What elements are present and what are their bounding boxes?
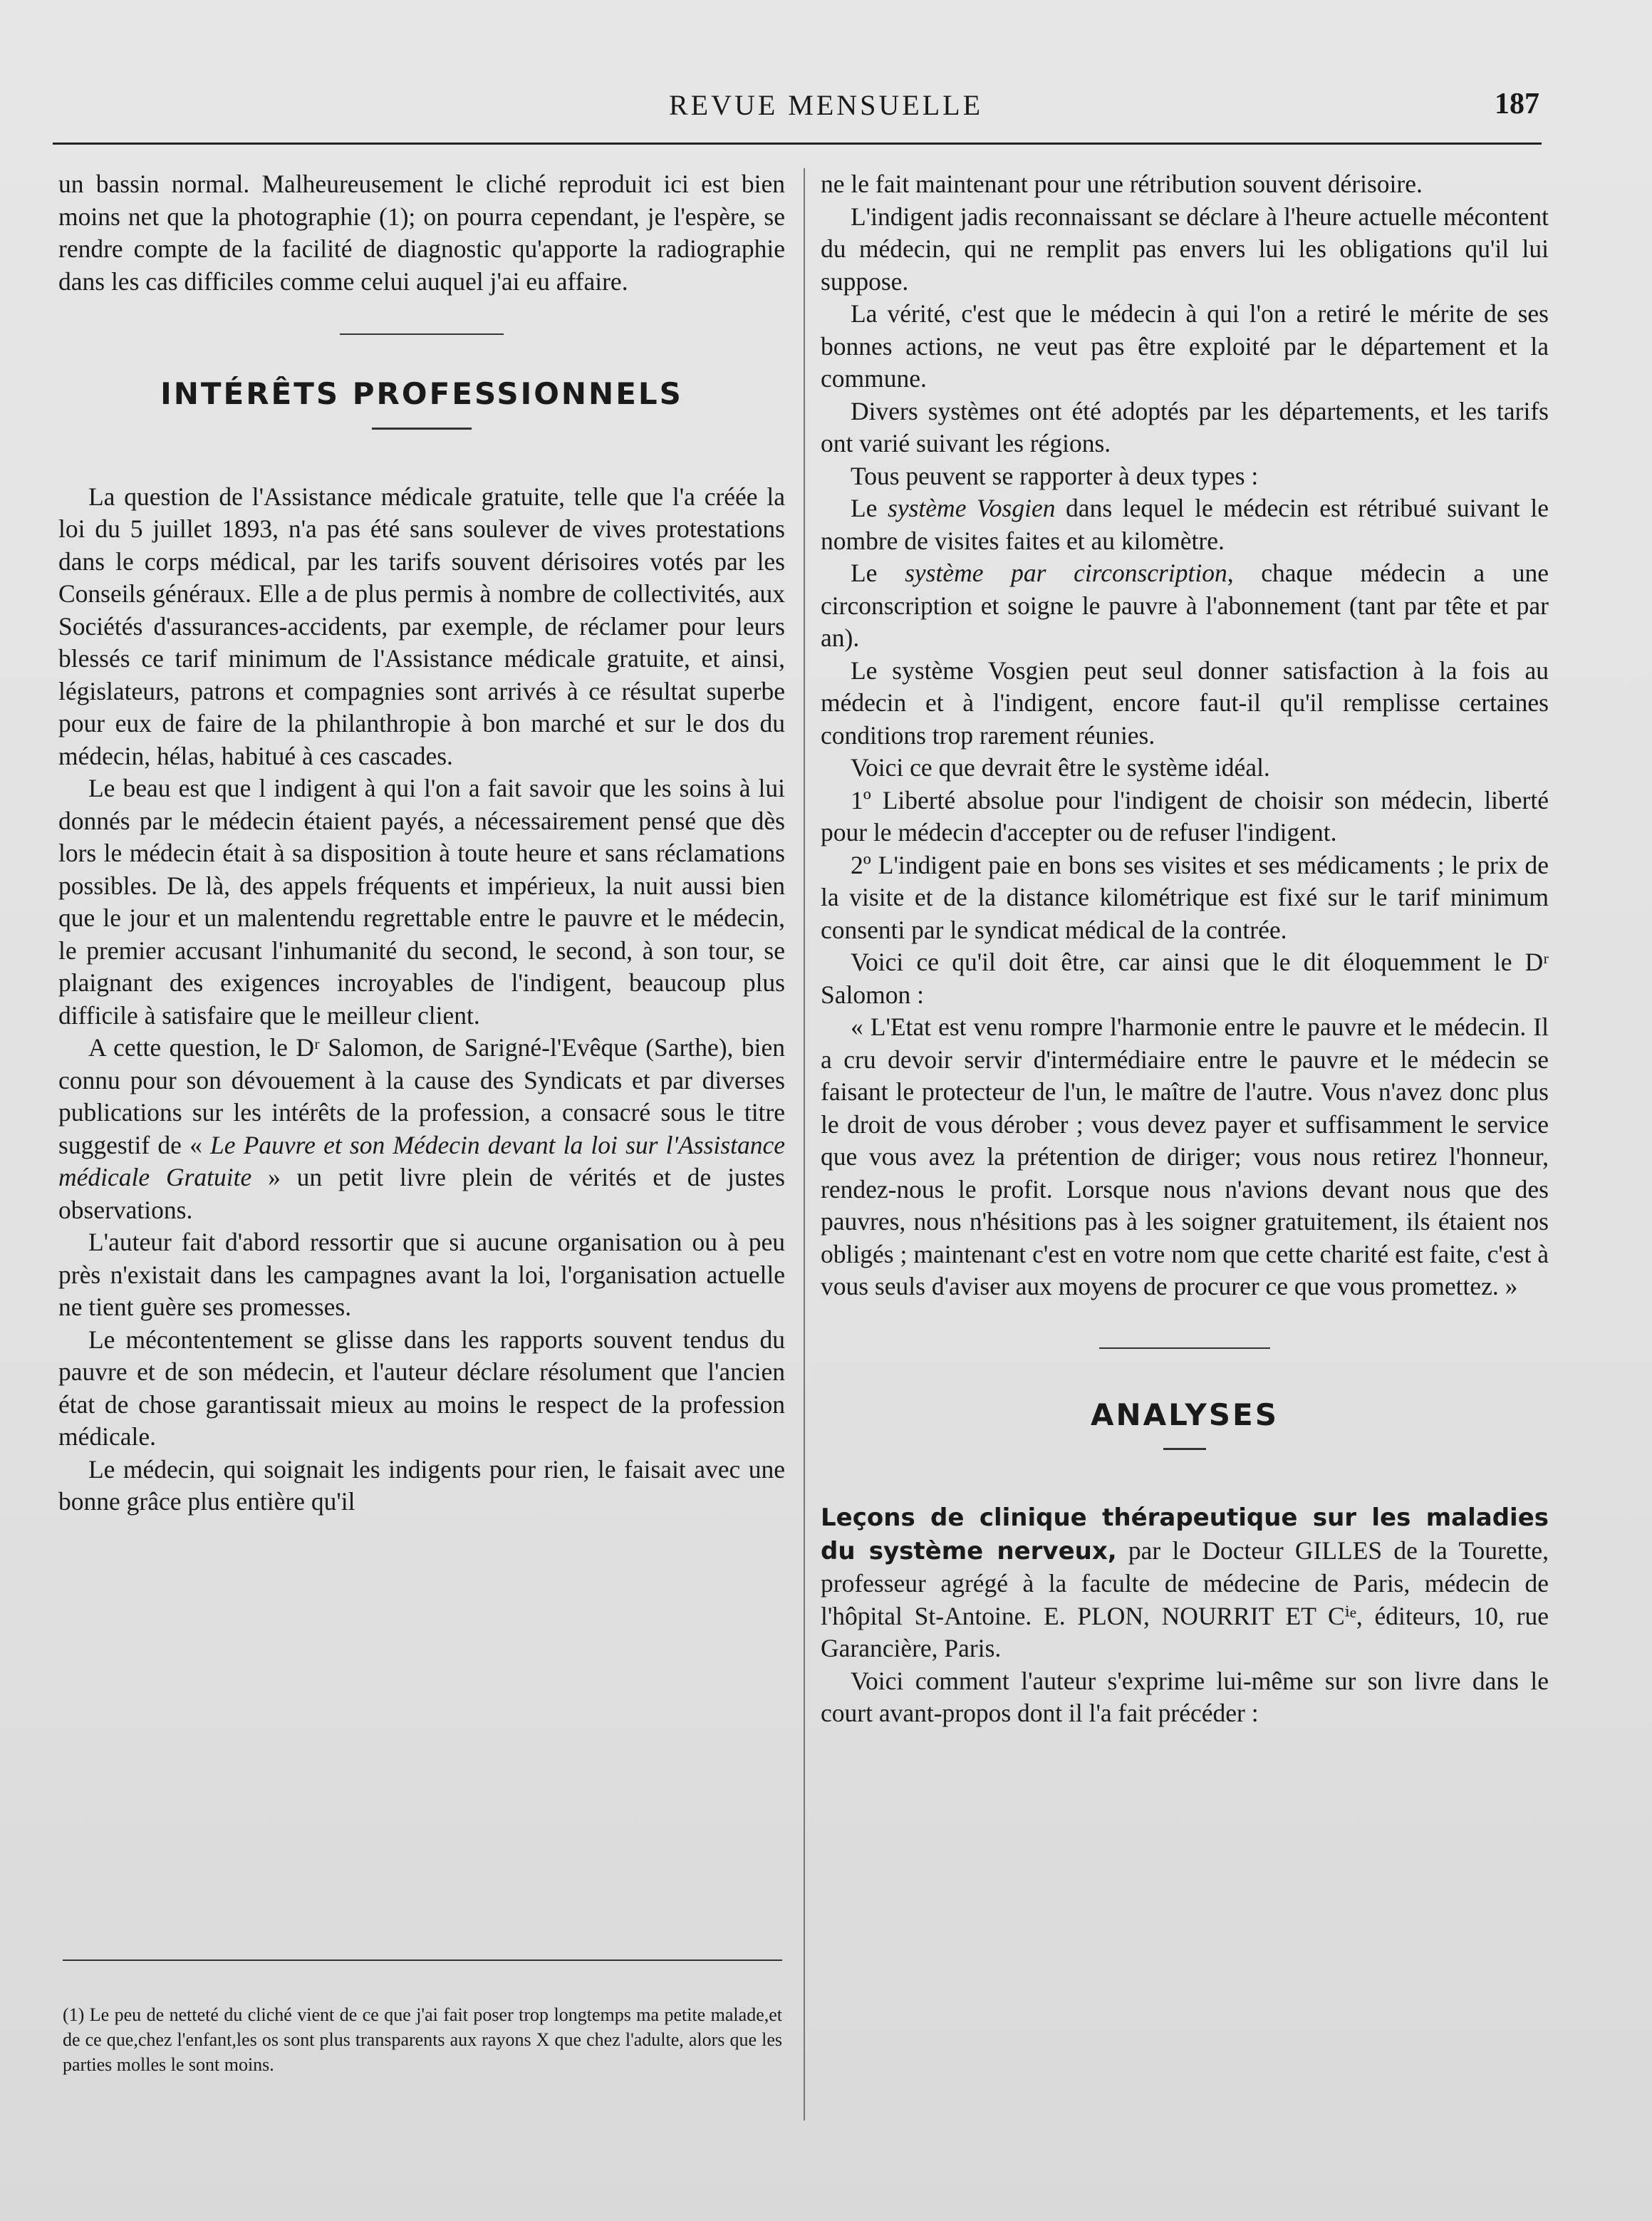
system-name: système par circonscription	[905, 559, 1227, 587]
book-title: Le Pauvre et son Médecin devant la loi sur l'Assistance médicale Gratuite	[58, 1130, 785, 1191]
paragraph: Voici ce que devrait être le système idéal.	[851, 753, 1270, 782]
text-run: A cette question, le Dʳ Salomon, de Sarigné-l'Evêque (Sarthe), bien connu pour son dévouement à la cause des Syndicats et par diverses publications sur les intérêts de la profession, a consacré sous le titre suggestif de «	[58, 1033, 785, 1159]
reference-title: Leçons de clinique thérapeutique sur les maladies du système nerveux,	[821, 1503, 1549, 1565]
paragraph: Tous peuvent se rapporter à deux types :	[851, 461, 1259, 490]
paragraph: La question de l'Assistance médicale gratuite, telle que l'a créée la loi du 5 juillet 1893, n'a pas été sans soulever de vives protestations dans le corps médical, par les tarifs souvent dérisoires votés par les Conseils généraux. Elle a de plus permis à nombre de collectivités, aux Sociétés d'assurances-accidents, par exemple, de réclamer pour leurs blessés ce tarif minimum de l'Assistance médicale gratuite, et ainsi, législateurs, patrons et compagnies sont arrivés à ce résultat superbe pour eux de faire de la philanthropie à bon marché et sur le dos du médecin, hélas, habitué à ces cascades.	[58, 482, 785, 770]
intro-paragraph: un bassin normal. Malheureusement le cliché reproduit ici est bien moins net que la photographie (1); on pourra cependant, je l'espère, se rendre compte de la facilité de diagnostic qu'apporte la radiographie dans les cas difficiles comme celui auquel j'ai eu affaire.	[58, 170, 785, 296]
text-run: » un petit livre plein de vérités et de justes observations.	[58, 1163, 785, 1224]
paragraph	[821, 492, 1549, 557]
text-run: Le	[851, 494, 888, 522]
paragraph: L'auteur fait d'abord ressortir que si aucune organisation ou à peu près n'existait dans les campagnes avant la loi, l'organisation actuelle ne tient guère ses promesses.	[58, 1228, 785, 1321]
paragraph: 2º L'indigent paie en bons ses visites et ses médicaments ; le prix de la visite et de la distance kilométrique est fixé sur le tarif minimum consenti par le syndicat médical de la contrée.	[821, 850, 1549, 944]
bibliographic-reference	[821, 1501, 1549, 1665]
left-column	[58, 168, 785, 1518]
paragraph: Voici comment l'auteur s'exprime lui-même sur son livre dans le court avant-propos dont il l'a fait précéder :	[821, 1666, 1549, 1727]
footnote: (1) Le peu de netteté du cliché vient de ce que j'ai fait poser trop longtemps ma petite malade,et de ce que,chez l'enfant,les os sont plus transparents aux rayons X que chez l'adulte, alors que les parties molles le sont moins.	[63, 2004, 782, 2075]
text-run: dans lequel le médecin est rétribué suivant le nombre de visites faites et au kilomètre.	[821, 494, 1549, 555]
section-separator	[340, 333, 504, 335]
section-heading: ANALYSES	[1091, 1397, 1279, 1432]
text-run: Le	[851, 559, 905, 587]
paragraph: Le beau est que l indigent à qui l'on a fait savoir que les soins à lui donnés par le médecin étaient payés, a nécessairement pensé que dès lors le médecin était à sa disposition à toute heure et sans réclamations possibles. De là, des appels fréquents et impérieux, la nuit aussi bien que le jour et un malentendu regrettable entre le pauvre et le médecin, le premier accusant l'inhumanité du second, le second, à son tour, se plaignant des exigences incroyables de l'indigent, beaucoup plus difficile à satisfaire que le meilleur client.	[58, 774, 785, 1030]
reference-details: par le Docteur GILLES de la Tourette, professeur agrégé à la faculte de médecine de Paris, médecin de l'hôpital St-Antoine. E. PLON, NOURRIT ET Cⁱᵉ, éditeurs, 10, rue Garancière, Paris.	[821, 1536, 1549, 1662]
paragraph: Le système Vosgien peut seul donner satisfaction à la fois au médecin et à l'indigent, encore faut-il qu'il remplisse certaines conditions trop rarement réunies.	[821, 656, 1549, 750]
heading-underline	[372, 428, 472, 430]
continued-paragraph: ne le fait maintenant pour une rétribution souvent dérisoire.	[821, 170, 1423, 198]
section-heading-block	[58, 378, 785, 430]
section-heading-block	[821, 1399, 1549, 1451]
paragraph: Divers systèmes ont été adoptés par les départements, et les tarifs ont varié suivant les régions.	[821, 396, 1549, 457]
text-run: , chaque médecin a une circonscription et soigne le pauvre à l'abonnement (tant par tête et par an).	[821, 559, 1549, 652]
paragraph	[821, 557, 1549, 655]
column-divider	[804, 168, 805, 2121]
paragraph: Le médecin, qui soignait les indigents pour rien, le faisait avec une bonne grâce plus entière qu'il	[58, 1454, 785, 1516]
paragraph: 1º Liberté absolue pour l'indigent de choisir son médecin, liberté pour le médecin d'accepter ou de refuser l'indigent.	[821, 785, 1549, 847]
header-rule	[53, 143, 1542, 145]
footnote-rule	[63, 1959, 782, 1961]
paragraph: Voici ce qu'il doit être, car ainsi que le dit éloquemment le Dʳ Salomon :	[821, 948, 1549, 1009]
heading-underline	[1163, 1448, 1206, 1450]
system-name: système Vosgien	[888, 494, 1056, 522]
section-separator	[1099, 1347, 1270, 1349]
paragraph	[58, 1032, 785, 1226]
paragraph: L'indigent jadis reconnaissant se déclare à l'heure actuelle mécontent du médecin, qui ne remplit pas envers lui les obligations qu'il lui suppose.	[821, 202, 1549, 296]
right-column	[821, 168, 1549, 1730]
paragraph: Le mécontentement se glisse dans les rapports souvent tendus du pauvre et de son médecin, et l'auteur déclare résolument que l'ancien état de chose garantissait mieux au moins le respect de la profession médicale.	[58, 1325, 785, 1451]
page-number: 187	[1495, 88, 1539, 120]
running-header-title: REVUE MENSUELLE	[668, 89, 984, 121]
paragraph: La vérité, c'est que le médecin à qui l'on a retiré le mérite de ses bonnes actions, ne veut pas être exploité par le département et la commune.	[821, 299, 1549, 393]
quotation: « L'Etat est venu rompre l'harmonie entre le pauvre et le médecin. Il a cru devoir servir d'intermédiaire entre le pauvre et le médecin se faisant le protecteur de l'un, le maître de l'autre. Vous n'avez donc plus le droit de vous dérober ; vous devez payer et suffisamment le service que vous avez la prétention de diriger; vous nous retirez l'honneur, rendez-nous le profit. Lorsque nous n'avions devant nous que des pauvres, nous n'hésitions pas à les soigner gratuitement, ils étaient nos obligés ; maintenant c'est en votre nom que cette charité est faite, c'est à vous seuls d'aviser aux moyens de procurer ce que vous promettez. »	[821, 1013, 1549, 1300]
section-heading: INTÉRÊTS PROFESSIONNELS	[160, 376, 683, 411]
